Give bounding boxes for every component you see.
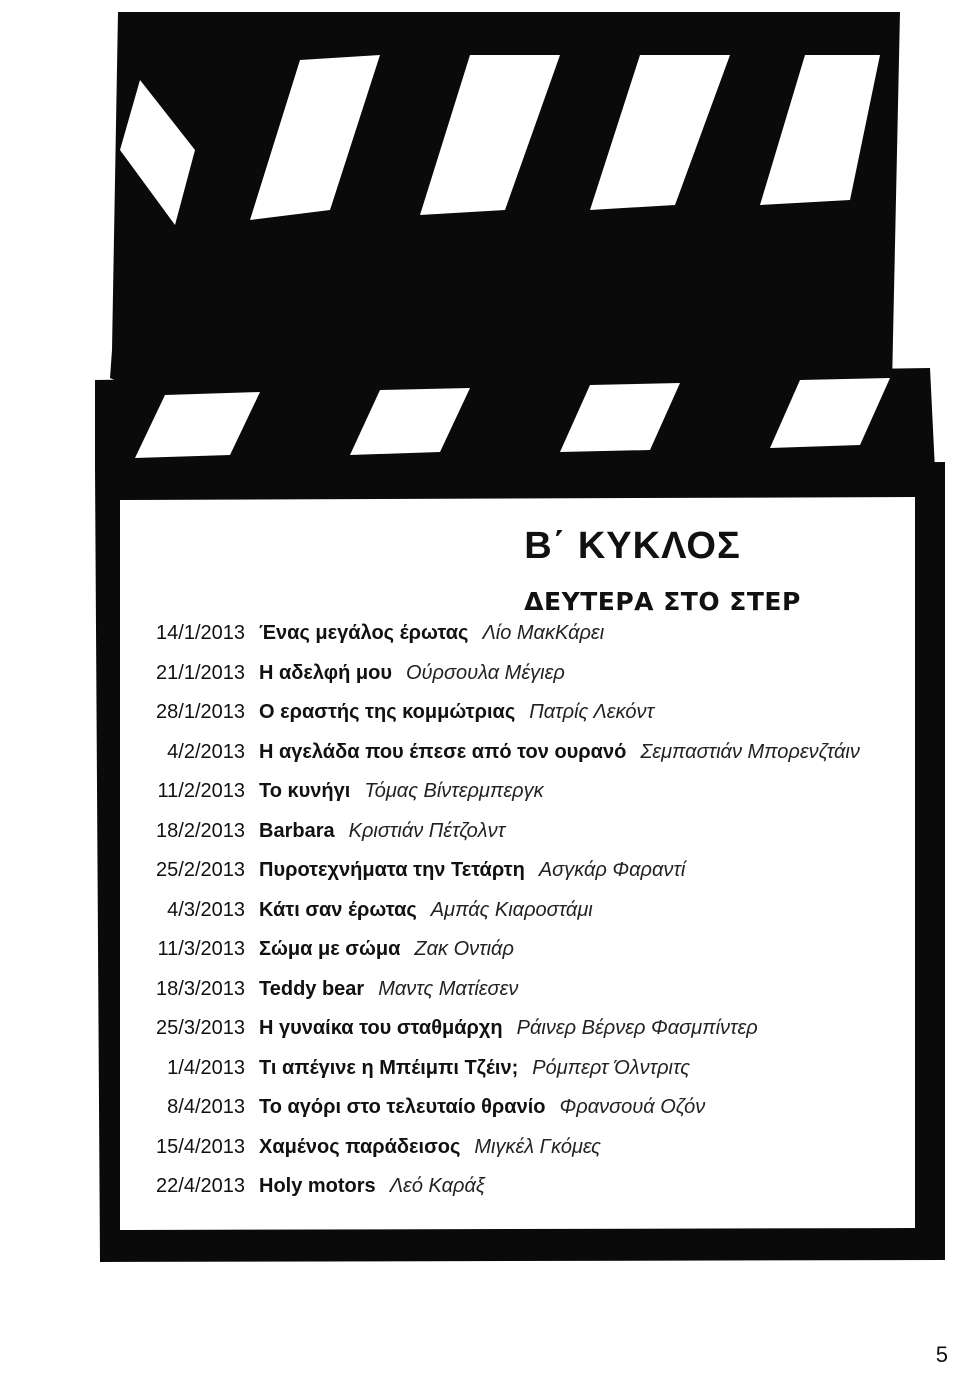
screening-title: Πυροτεχνήματα την Τετάρτη <box>259 859 525 881</box>
cycle-title: Β΄ ΚΥΚΛΟΣ <box>524 525 741 567</box>
screening-row <box>120 1096 915 1136</box>
screening-director: Μαντς Ματίεσεν <box>378 977 519 1000</box>
screening-date: 21/1/2013 <box>156 661 245 684</box>
screening-row <box>120 820 915 860</box>
screening-director: Ζακ Οντιάρ <box>414 938 514 960</box>
screening-row <box>120 938 915 978</box>
screening-row <box>120 1017 915 1057</box>
screening-title: Η αγελάδα που έπεσε από τον ουρανό <box>259 740 627 763</box>
screening-row <box>120 1175 915 1215</box>
screening-director: Πατρίς Λεκόντ <box>529 701 654 723</box>
screening-title: Τι απέγινε η Μπέιμπι Τζέιν; <box>259 1056 519 1079</box>
screening-director: Κριστιάν Πέτζολντ <box>348 819 506 842</box>
screening-date: 14/1/2013 <box>156 622 245 644</box>
screening-director: Ρόμπερτ Όλντριτς <box>532 1056 690 1079</box>
screening-list <box>120 622 915 1215</box>
schedule-panel <box>120 500 915 1230</box>
screening-date: 8/4/2013 <box>167 1096 245 1118</box>
screening-director: Ράινερ Βέρνερ Φασμπίντερ <box>516 1017 758 1039</box>
screening-row <box>120 859 915 899</box>
screening-row <box>120 1136 915 1176</box>
screening-date: 22/4/2013 <box>156 1175 245 1197</box>
screening-director: Ούρσουλα Μέγιερ <box>405 661 565 684</box>
screening-date: 4/2/2013 <box>167 740 245 763</box>
screening-title: Ένας μεγάλος έρωτας <box>259 622 469 644</box>
screening-director: Λεό Καράξ <box>389 1175 485 1197</box>
screening-director: Ασγκάρ Φαραντί <box>538 859 686 881</box>
screening-date: 4/3/2013 <box>167 898 245 921</box>
screening-director: Σεμπαστιάν Μπορενζτάιν <box>640 740 860 763</box>
screening-director: Μιγκέλ Γκόμες <box>474 1135 601 1158</box>
screening-row <box>120 780 915 820</box>
screening-director: Τόμας Βίντερμπεργκ <box>364 780 544 802</box>
subtitle: ΔΕΥΤΕΡΑ ΣΤΟ ΣΤΕΡ <box>524 587 801 616</box>
screening-title: Holy motors <box>259 1175 376 1197</box>
screening-date: 28/1/2013 <box>156 701 245 723</box>
screening-row <box>120 978 915 1018</box>
screening-row <box>120 662 915 702</box>
screening-title: Η αδελφή μου <box>259 661 392 684</box>
screening-row <box>120 741 915 781</box>
screening-title: Χαμένος παράδεισος <box>259 1135 461 1158</box>
screening-title: Barbara <box>259 819 335 842</box>
screening-title: Ο εραστής της κομμώτριας <box>259 701 516 723</box>
screening-title: Η γυναίκα του σταθμάρχη <box>259 1017 503 1039</box>
screening-date: 25/2/2013 <box>156 859 245 881</box>
screening-director: Αμπάς Κιαροστάμι <box>430 898 593 921</box>
screening-row <box>120 1057 915 1097</box>
screening-title: Το αγόρι στο τελευταίο θρανίο <box>259 1096 546 1118</box>
screening-date: 11/2/2013 <box>157 780 245 802</box>
screening-title: Teddy bear <box>259 977 365 1000</box>
screening-title: Το κυνήγι <box>259 780 351 802</box>
screening-director: Λίο ΜακΚάρει <box>482 622 605 644</box>
screening-row <box>120 622 915 662</box>
screening-date: 18/2/2013 <box>156 819 245 842</box>
screening-title: Σώμα με σώμα <box>259 938 401 960</box>
screening-director: Φρανσουά Οζόν <box>559 1096 706 1118</box>
page-number: 5 <box>935 1342 948 1367</box>
screening-date: 18/3/2013 <box>156 977 245 1000</box>
screening-date: 25/3/2013 <box>156 1017 245 1039</box>
screening-date: 11/3/2013 <box>157 938 245 960</box>
screening-title: Κάτι σαν έρωτας <box>259 898 417 921</box>
screening-date: 15/4/2013 <box>156 1135 245 1158</box>
screening-row <box>120 899 915 939</box>
screening-date: 1/4/2013 <box>167 1056 245 1079</box>
screening-row <box>120 701 915 741</box>
